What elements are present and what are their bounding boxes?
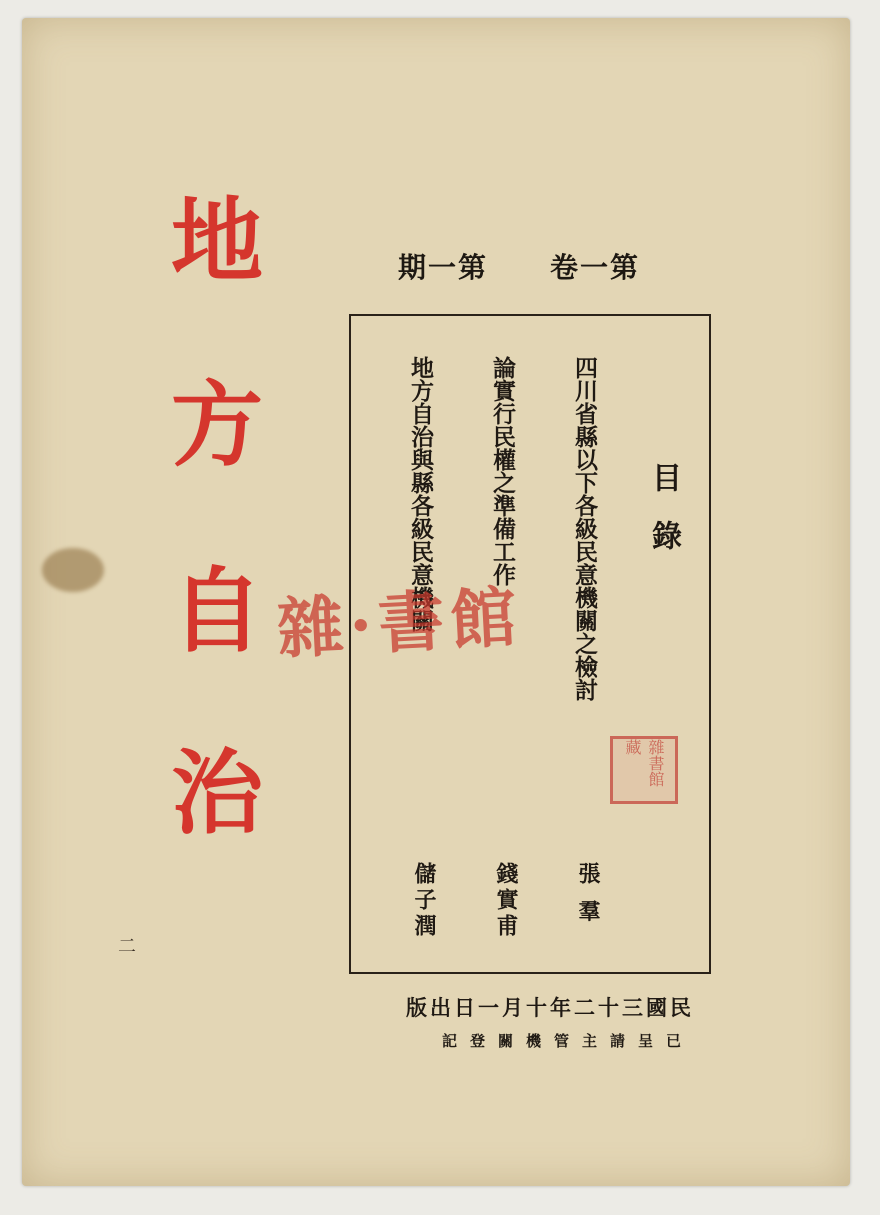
- article-author-1: 張 羣: [575, 862, 601, 926]
- volume-label: 第一卷: [550, 251, 641, 284]
- watermark: 雜·書館: [275, 577, 525, 669]
- water-stain: [42, 548, 104, 592]
- registration-note: 已呈請主管機關登記: [441, 1032, 694, 1050]
- magazine-cover: [22, 18, 850, 1186]
- article-author-3: 儲子潤: [411, 862, 437, 940]
- issue-label: 第一期: [398, 251, 489, 284]
- magazine-title-char-1: 地: [170, 188, 263, 295]
- publication-date: 民國三十二年十月一日出版: [406, 995, 694, 1020]
- toc-heading: 目錄: [646, 462, 681, 578]
- article-title-2[interactable]: 論實行民權之準備工作: [489, 356, 516, 586]
- article-title-1[interactable]: 四川省縣以下各級民意機關之檢討: [571, 356, 598, 701]
- article-author-2: 錢實甫: [493, 862, 519, 940]
- magazine-title-char-3: 自: [170, 558, 263, 665]
- page-number: 二: [118, 936, 136, 957]
- magazine-title-char-4: 治: [170, 740, 263, 847]
- magazine-title-char-2: 方: [170, 372, 263, 479]
- library-seal-stamp: 雜書館藏: [610, 736, 678, 804]
- article-title-3[interactable]: 地方自治與縣各級民意機關: [407, 356, 434, 632]
